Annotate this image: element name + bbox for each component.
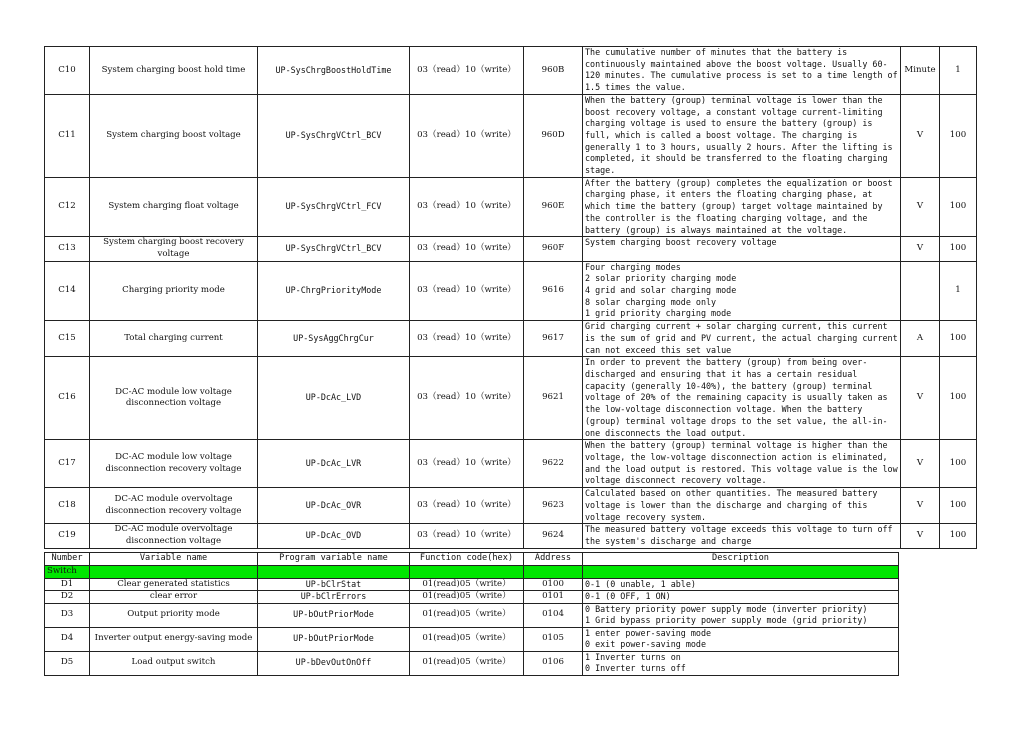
switch-table-header bbox=[45, 553, 899, 566]
switch-number: D3 bbox=[45, 603, 90, 627]
switch-row bbox=[45, 591, 899, 604]
register-address: 9622 bbox=[524, 440, 583, 488]
description: After the battery (group) completes the equalization or boost charging phase, it enters the floating charging phase, at which time the battery (group) target voltage maintained by the controller is the floating charging voltage, and the battery (group) is always maintained at the voltage. bbox=[583, 177, 901, 237]
function-code: 01(read)05（write） bbox=[410, 603, 524, 627]
variable-name: Load output switch bbox=[90, 651, 258, 675]
variable-name: DC-AC module low voltage disconnection recovery voltage bbox=[90, 440, 258, 488]
function-code: 03（read）10（write） bbox=[410, 321, 524, 357]
header-variable-name: Variable name bbox=[90, 553, 258, 566]
function-code: 03（read）10（write） bbox=[410, 94, 524, 177]
register-row bbox=[45, 47, 977, 95]
variable-name: System charging boost hold time bbox=[90, 47, 258, 95]
unit: V bbox=[901, 524, 940, 548]
register-number: C17 bbox=[45, 440, 90, 488]
description: 0-1 (0 unable, 1 able) bbox=[583, 578, 899, 591]
scale-factor: 100 bbox=[940, 488, 977, 524]
header-program-variable-name: Program variable name bbox=[258, 553, 410, 566]
function-code: 03（read）10（write） bbox=[410, 237, 524, 261]
variable-name: DC-AC module low voltage disconnection voltage bbox=[90, 357, 258, 440]
register-table-c bbox=[44, 46, 977, 549]
section-row-switch bbox=[45, 566, 899, 579]
function-code: 03（read）10（write） bbox=[410, 357, 524, 440]
switch-row bbox=[45, 651, 899, 675]
variable-name: DC-AC module overvoltage disconnection recovery voltage bbox=[90, 488, 258, 524]
register-number: C13 bbox=[45, 237, 90, 261]
program-variable-name: UP-SysChrgVCtrl_BCV bbox=[258, 94, 410, 177]
function-code: 01(read)05（write） bbox=[410, 627, 524, 651]
register-row bbox=[45, 94, 977, 177]
register-number: C12 bbox=[45, 177, 90, 237]
program-variable-name: UP-DcAc_LVD bbox=[258, 357, 410, 440]
section-label: Switch bbox=[45, 566, 90, 579]
switch-row bbox=[45, 627, 899, 651]
scale-factor: 100 bbox=[940, 237, 977, 261]
description: 1 Inverter turns on 0 Inverter turns off bbox=[583, 651, 899, 675]
register-number: C18 bbox=[45, 488, 90, 524]
unit: V bbox=[901, 488, 940, 524]
register-row bbox=[45, 237, 977, 261]
function-code: 01(read)05（write） bbox=[410, 651, 524, 675]
description: When the battery (group) terminal voltage is lower than the boost recovery voltage, a constant voltage current-limiting charging voltage is used to ensure the battery (group) is full, which is called a boost voltage. The charging is generally 1 to 3 hours, usually 2 hours. After the lifting is completed, it should be transferred to the floating charging stage. bbox=[583, 94, 901, 177]
function-code: 03（read）10（write） bbox=[410, 488, 524, 524]
header-address: Address bbox=[524, 553, 583, 566]
header-number: Number bbox=[45, 553, 90, 566]
register-address: 960B bbox=[524, 47, 583, 95]
description: 0-1 (0 OFF, 1 ON) bbox=[583, 591, 899, 604]
register-row bbox=[45, 524, 977, 548]
register-address: 9616 bbox=[524, 261, 583, 321]
register-number: C11 bbox=[45, 94, 90, 177]
switch-number: D5 bbox=[45, 651, 90, 675]
variable-name: System charging boost recovery voltage bbox=[90, 237, 258, 261]
description: In order to prevent the battery (group) from being over-discharged and ensuring that it has a certain residual capacity (generally 10-40%), the battery (group) terminal voltage of 20% of the remaining capacity is usually taken as the low-voltage disconnection voltage. When the battery (group) terminal voltage drops to the set value, the all-in-one disconnects the load output. bbox=[583, 357, 901, 440]
variable-name: Clear generated statistics bbox=[90, 578, 258, 591]
register-address: 960D bbox=[524, 94, 583, 177]
register-number: C16 bbox=[45, 357, 90, 440]
scale-factor: 100 bbox=[940, 94, 977, 177]
coil-address: 0105 bbox=[524, 627, 583, 651]
function-code: 03（read）10（write） bbox=[410, 177, 524, 237]
program-variable-name: UP-bDevOutOnOff bbox=[258, 651, 410, 675]
unit: V bbox=[901, 177, 940, 237]
program-variable-name: UP-DcAc_OVD bbox=[258, 524, 410, 548]
unit: V bbox=[901, 237, 940, 261]
register-address: 960E bbox=[524, 177, 583, 237]
description: When the battery (group) terminal voltage is higher than the voltage, the low-voltage disconnection action is eliminated, and the load output is restored. This voltage value is the low voltage disconnect recovery voltage. bbox=[583, 440, 901, 488]
variable-name: System charging boost voltage bbox=[90, 94, 258, 177]
scale-factor: 1 bbox=[940, 47, 977, 95]
program-variable-name: UP-bClrErrors bbox=[258, 591, 410, 604]
program-variable-name: UP-SysChrgVCtrl_BCV bbox=[258, 237, 410, 261]
unit: V bbox=[901, 94, 940, 177]
function-code: 01(read)05（write） bbox=[410, 578, 524, 591]
description: 0 Battery priority power supply mode (inverter priority) 1 Grid bypass priority power supply mode (grid priority) bbox=[583, 603, 899, 627]
unit: V bbox=[901, 357, 940, 440]
program-variable-name: UP-SysAggChrgCur bbox=[258, 321, 410, 357]
program-variable-name: UP-DcAc_OVR bbox=[258, 488, 410, 524]
register-row bbox=[45, 177, 977, 237]
switch-row bbox=[45, 578, 899, 591]
description: 1 enter power-saving mode 0 exit power-saving mode bbox=[583, 627, 899, 651]
register-row bbox=[45, 440, 977, 488]
program-variable-name: UP-SysChrgBoostHoldTime bbox=[258, 47, 410, 95]
variable-name: Inverter output energy-saving mode bbox=[90, 627, 258, 651]
program-variable-name: UP-bOutPriorMode bbox=[258, 603, 410, 627]
scale-factor: 100 bbox=[940, 321, 977, 357]
register-row bbox=[45, 488, 977, 524]
unit: A bbox=[901, 321, 940, 357]
register-address: 9621 bbox=[524, 357, 583, 440]
register-number: C19 bbox=[45, 524, 90, 548]
switch-table-body bbox=[45, 566, 899, 676]
unit bbox=[901, 261, 940, 321]
switch-number: D1 bbox=[45, 578, 90, 591]
register-number: C14 bbox=[45, 261, 90, 321]
program-variable-name: UP-DcAc_LVR bbox=[258, 440, 410, 488]
coil-address: 0100 bbox=[524, 578, 583, 591]
register-table-c-body bbox=[45, 47, 977, 549]
register-address: 9624 bbox=[524, 524, 583, 548]
description: Calculated based on other quantities. The measured battery voltage is lower than the discharge and charging of this voltage recovery system. bbox=[583, 488, 901, 524]
scale-factor: 1 bbox=[940, 261, 977, 321]
switch-number: D4 bbox=[45, 627, 90, 651]
variable-name: Charging priority mode bbox=[90, 261, 258, 321]
program-variable-name: UP-bClrStat bbox=[258, 578, 410, 591]
function-code: 03（read）10（write） bbox=[410, 524, 524, 548]
switch-row bbox=[45, 603, 899, 627]
register-address: 9617 bbox=[524, 321, 583, 357]
register-row bbox=[45, 321, 977, 357]
coil-address: 0104 bbox=[524, 603, 583, 627]
variable-name: clear error bbox=[90, 591, 258, 604]
function-code: 03（read）10（write） bbox=[410, 261, 524, 321]
program-variable-name: UP-ChrgPriorityMode bbox=[258, 261, 410, 321]
scale-factor: 100 bbox=[940, 357, 977, 440]
header-function-code: Function code(hex) bbox=[410, 553, 524, 566]
register-row bbox=[45, 357, 977, 440]
coil-address: 0101 bbox=[524, 591, 583, 604]
function-code: 03（read）10（write） bbox=[410, 440, 524, 488]
scale-factor: 100 bbox=[940, 440, 977, 488]
description: Four charging modes 2 solar priority charging mode 4 grid and solar charging mode 8 solar charging mode only 1 grid priority charging mode bbox=[583, 261, 901, 321]
header-description: Description bbox=[583, 553, 899, 566]
register-row bbox=[45, 261, 977, 321]
unit: V bbox=[901, 440, 940, 488]
program-variable-name: UP-bOutPriorMode bbox=[258, 627, 410, 651]
description: System charging boost recovery voltage bbox=[583, 237, 901, 261]
variable-name: DC-AC module overvoltage disconnection voltage bbox=[90, 524, 258, 548]
unit: Minute bbox=[901, 47, 940, 95]
description: The cumulative number of minutes that the battery is continuously maintained above the boost voltage. Usually 60-120 minutes. The cumulative process is set to a time length of 1.5 times the value. bbox=[583, 47, 901, 95]
switch-number: D2 bbox=[45, 591, 90, 604]
register-address: 960F bbox=[524, 237, 583, 261]
scale-factor: 100 bbox=[940, 524, 977, 548]
variable-name: Total charging current bbox=[90, 321, 258, 357]
description: Grid charging current + solar charging current, this current is the sum of grid and PV current, the actual charging current can not exceed this set value bbox=[583, 321, 901, 357]
register-address: 9623 bbox=[524, 488, 583, 524]
variable-name: Output priority mode bbox=[90, 603, 258, 627]
function-code: 01(read)05（write） bbox=[410, 591, 524, 604]
switch-table bbox=[44, 552, 899, 676]
description: The measured battery voltage exceeds this voltage to turn off the system's discharge and charge bbox=[583, 524, 901, 548]
program-variable-name: UP-SysChrgVCtrl_FCV bbox=[258, 177, 410, 237]
register-number: C10 bbox=[45, 47, 90, 95]
variable-name: System charging float voltage bbox=[90, 177, 258, 237]
coil-address: 0106 bbox=[524, 651, 583, 675]
register-number: C15 bbox=[45, 321, 90, 357]
scale-factor: 100 bbox=[940, 177, 977, 237]
function-code: 03（read）10（write） bbox=[410, 47, 524, 95]
